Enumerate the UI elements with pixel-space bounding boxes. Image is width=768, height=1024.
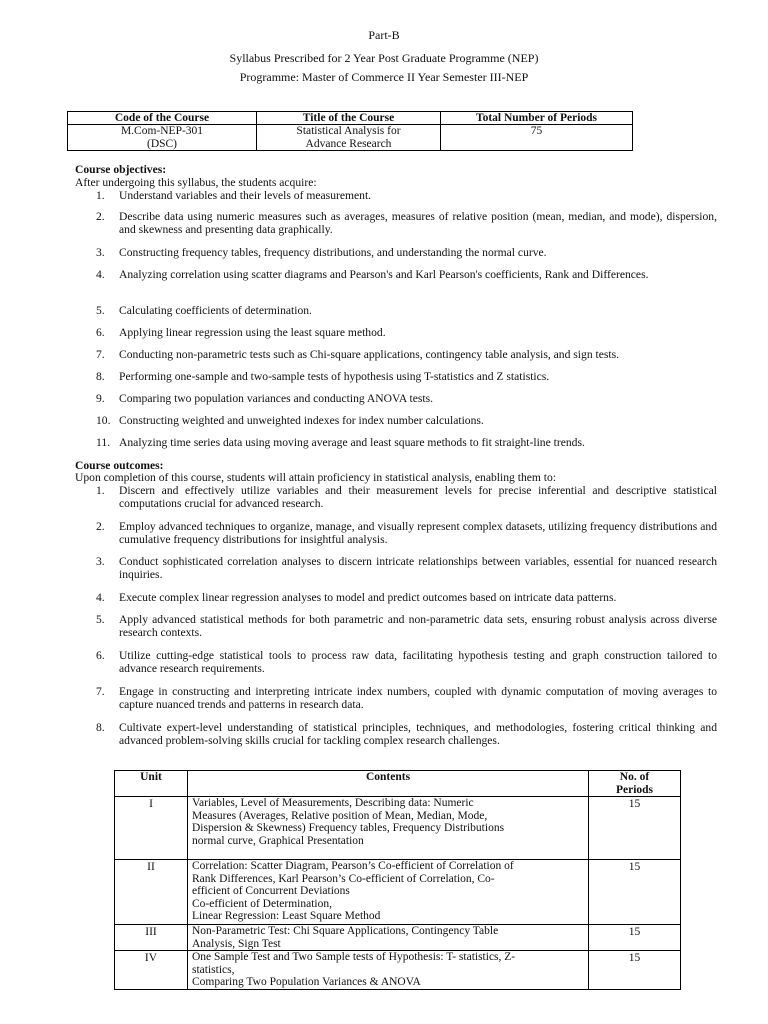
contents-header: Contents [188, 771, 589, 797]
unit-contents-line: Measures (Averages, Relative position of Mean, Median, Mode, [192, 809, 488, 822]
objectives-item-number: 11. [96, 436, 111, 449]
outcomes-item-text: Engage in constructing and interpreting intricate index numbers, coupled with dynamic computation of moving averages to capture nuanced trends and patterns in research data. [119, 685, 717, 711]
unit-contents-line: efficient of Concurrent Deviations [192, 885, 350, 897]
objectives-item-number: 10. [96, 414, 111, 427]
unit-periods: 15 [589, 925, 681, 951]
objectives-item-text: Calculating coefficients of determination. [119, 304, 312, 317]
unit-contents-line: Linear Regression: Least Square Method [192, 910, 381, 922]
course-title-line: Advance Research [305, 137, 392, 150]
syllabus-heading: Syllabus Prescribed for 2 Year Post Graduate Programme (NEP) [229, 51, 539, 65]
outcomes-item-number: 7. [96, 685, 105, 698]
objectives-item-text: Analyzing correlation using scatter diagrams and Pearson's and Karl Pearson's coefficients, Rank and Differences. [119, 268, 649, 281]
objectives-heading: Course objectives: [75, 163, 167, 176]
outcomes-intro: Upon completion of this course, students will attain proficiency in statistical analysis, enabling them to: [75, 471, 557, 484]
outcomes-item-text: Conduct sophisticated correlation analyses to discern intricate relationships between variables, essential for nuanced research inquiries. [119, 555, 717, 581]
objectives-item-text: Analyzing time series data using moving average and least square methods to fit straight-line trends. [119, 436, 585, 449]
unit-contents-line: statistics, [192, 963, 235, 976]
course-title-line: Statistical Analysis for [296, 125, 401, 138]
unit-contents-line: Dispersion & Skewness) Frequency tables, Frequency Distributions [192, 822, 505, 834]
outcomes-item-text: Utilize cutting-edge statistical tools to process raw data, facilitating hypothesis testing and graph construction tailored to advance research requirements. [119, 649, 717, 675]
outcomes-item-number: 2. [96, 520, 105, 533]
periods-header-line: Periods [615, 783, 654, 796]
total-periods-cell: 75 [441, 125, 633, 151]
objectives-item-text: Applying linear regression using the least square method. [119, 326, 386, 339]
outcomes-item-number: 4. [96, 591, 105, 604]
unit-row [115, 951, 681, 990]
outcomes-item-number: 8. [96, 721, 105, 734]
programme-heading: Programme: Master of Commerce II Year Semester III-NEP [239, 70, 529, 84]
objectives-item-number: 6. [96, 326, 105, 339]
total-periods-header: Total Number of Periods [441, 112, 633, 125]
outcomes-item-number: 3. [96, 555, 105, 568]
outcomes-heading: Course outcomes: [75, 459, 164, 472]
objectives-item-number: 9. [96, 392, 105, 405]
part-heading: Part-B [368, 28, 400, 42]
course-table-header-row [68, 112, 633, 125]
objectives-item-text: Understand variables and their levels of measurement. [119, 189, 372, 202]
unit-header: Unit [115, 771, 188, 797]
course-category: (DSC) [146, 137, 178, 150]
objectives-item-number: 7. [96, 348, 105, 361]
objectives-item-number: 4. [96, 268, 105, 281]
objectives-item-text: Constructing weighted and unweighted indexes for index number calculations. [119, 414, 484, 427]
units-body [115, 797, 681, 990]
outcomes-item-text: Discern and effectively utilize variables and their measurement levels for precise inferential and descriptive statistical computations crucial for advanced research. [119, 484, 717, 510]
objectives-intro: After undergoing this syllabus, the students acquire: [75, 176, 317, 189]
unit-contents-line: Comparing Two Population Variances & ANOVA [192, 976, 421, 988]
unit-contents-line: normal curve, Graphical Presentation [192, 834, 364, 847]
objectives-item-number: 5. [96, 304, 105, 317]
unit-number: I [115, 797, 188, 860]
unit-contents-line: Analysis, Sign Test [192, 937, 281, 950]
outcomes-item-number: 1. [96, 484, 105, 497]
unit-contents-line: Rank Differences, Karl Pearson’s Co-efficient of Correlation, Co- [192, 872, 495, 885]
objectives-item-number: 3. [96, 246, 105, 259]
unit-contents-line: Co-efficient of Determination, [192, 897, 332, 910]
periods-header [589, 771, 681, 797]
course-title-cell [257, 125, 441, 151]
outcomes-item-text: Execute complex linear regression analyses to model and predict outcomes based on intricate data patterns. [119, 591, 617, 604]
outcomes-item-number: 5. [96, 613, 105, 626]
unit-row [115, 860, 681, 925]
objectives-item-text: Comparing two population variances and conducting ANOVA tests. [119, 392, 434, 405]
course-code-header: Code of the Course [68, 112, 257, 125]
course-info-table [67, 111, 633, 151]
course-title-header: Title of the Course [257, 112, 441, 125]
unit-periods: 15 [589, 951, 681, 990]
course-code: M.Com-NEP-301 [120, 125, 204, 138]
objectives-item-number: 8. [96, 370, 105, 383]
outcomes-item-text: Cultivate expert-level understanding of statistical principles, techniques, and methodologies, fostering critical thinking and advanced problem-solving skills crucial for tackling complex research challenges. [119, 721, 717, 747]
unit-contents-line: Variables, Level of Measurements, Describing data: Numeric [192, 797, 474, 809]
unit-number: IV [115, 951, 188, 990]
unit-row [115, 925, 681, 951]
units-header-row [115, 771, 681, 797]
unit-contents-line: Correlation: Scatter Diagram, Pearson’s Co-efficient of Correlation of [192, 860, 514, 872]
objectives-item-text: Describe data using numeric measures such as averages, measures of relative position (mean, median, and mode), dispersion, and skewness and presenting data graphically. [119, 210, 717, 236]
outcomes-item-text: Employ advanced techniques to organize, manage, and visually represent complex datasets, utilizing frequency distributions and cumulative frequency distributions for insightful analysis. [119, 520, 717, 546]
unit-contents [188, 860, 589, 925]
objectives-item-number: 2. [96, 210, 105, 223]
unit-contents-line: Non-Parametric Test: Chi Square Applications, Contingency Table [192, 925, 499, 937]
course-table-row [68, 125, 633, 151]
unit-row [115, 797, 681, 860]
unit-contents [188, 797, 589, 860]
unit-number: III [115, 925, 188, 951]
periods-header-line: No. of [619, 771, 650, 783]
unit-periods: 15 [589, 860, 681, 925]
objectives-item-text: Constructing frequency tables, frequency distributions, and understanding the normal curve. [119, 246, 547, 259]
unit-periods: 15 [589, 797, 681, 860]
outcomes-item-number: 6. [96, 649, 105, 662]
course-code-cell [68, 125, 257, 151]
outcomes-item-text: Apply advanced statistical methods for both parametric and non-parametric data sets, ensuring robust analysis across diverse research contexts. [119, 613, 717, 639]
objectives-item-text: Performing one-sample and two-sample tests of hypothesis using T-statistics and Z statistics. [119, 370, 550, 383]
unit-number: II [115, 860, 188, 925]
unit-contents [188, 951, 589, 990]
objectives-item-number: 1. [96, 189, 105, 202]
unit-contents [188, 925, 589, 951]
units-table [114, 770, 681, 990]
unit-contents-line: One Sample Test and Two Sample tests of Hypothesis: T- statistics, Z- [192, 951, 516, 963]
objectives-item-text: Conducting non-parametric tests such as Chi-square applications, contingency table analysis, and sign tests. [119, 348, 620, 361]
